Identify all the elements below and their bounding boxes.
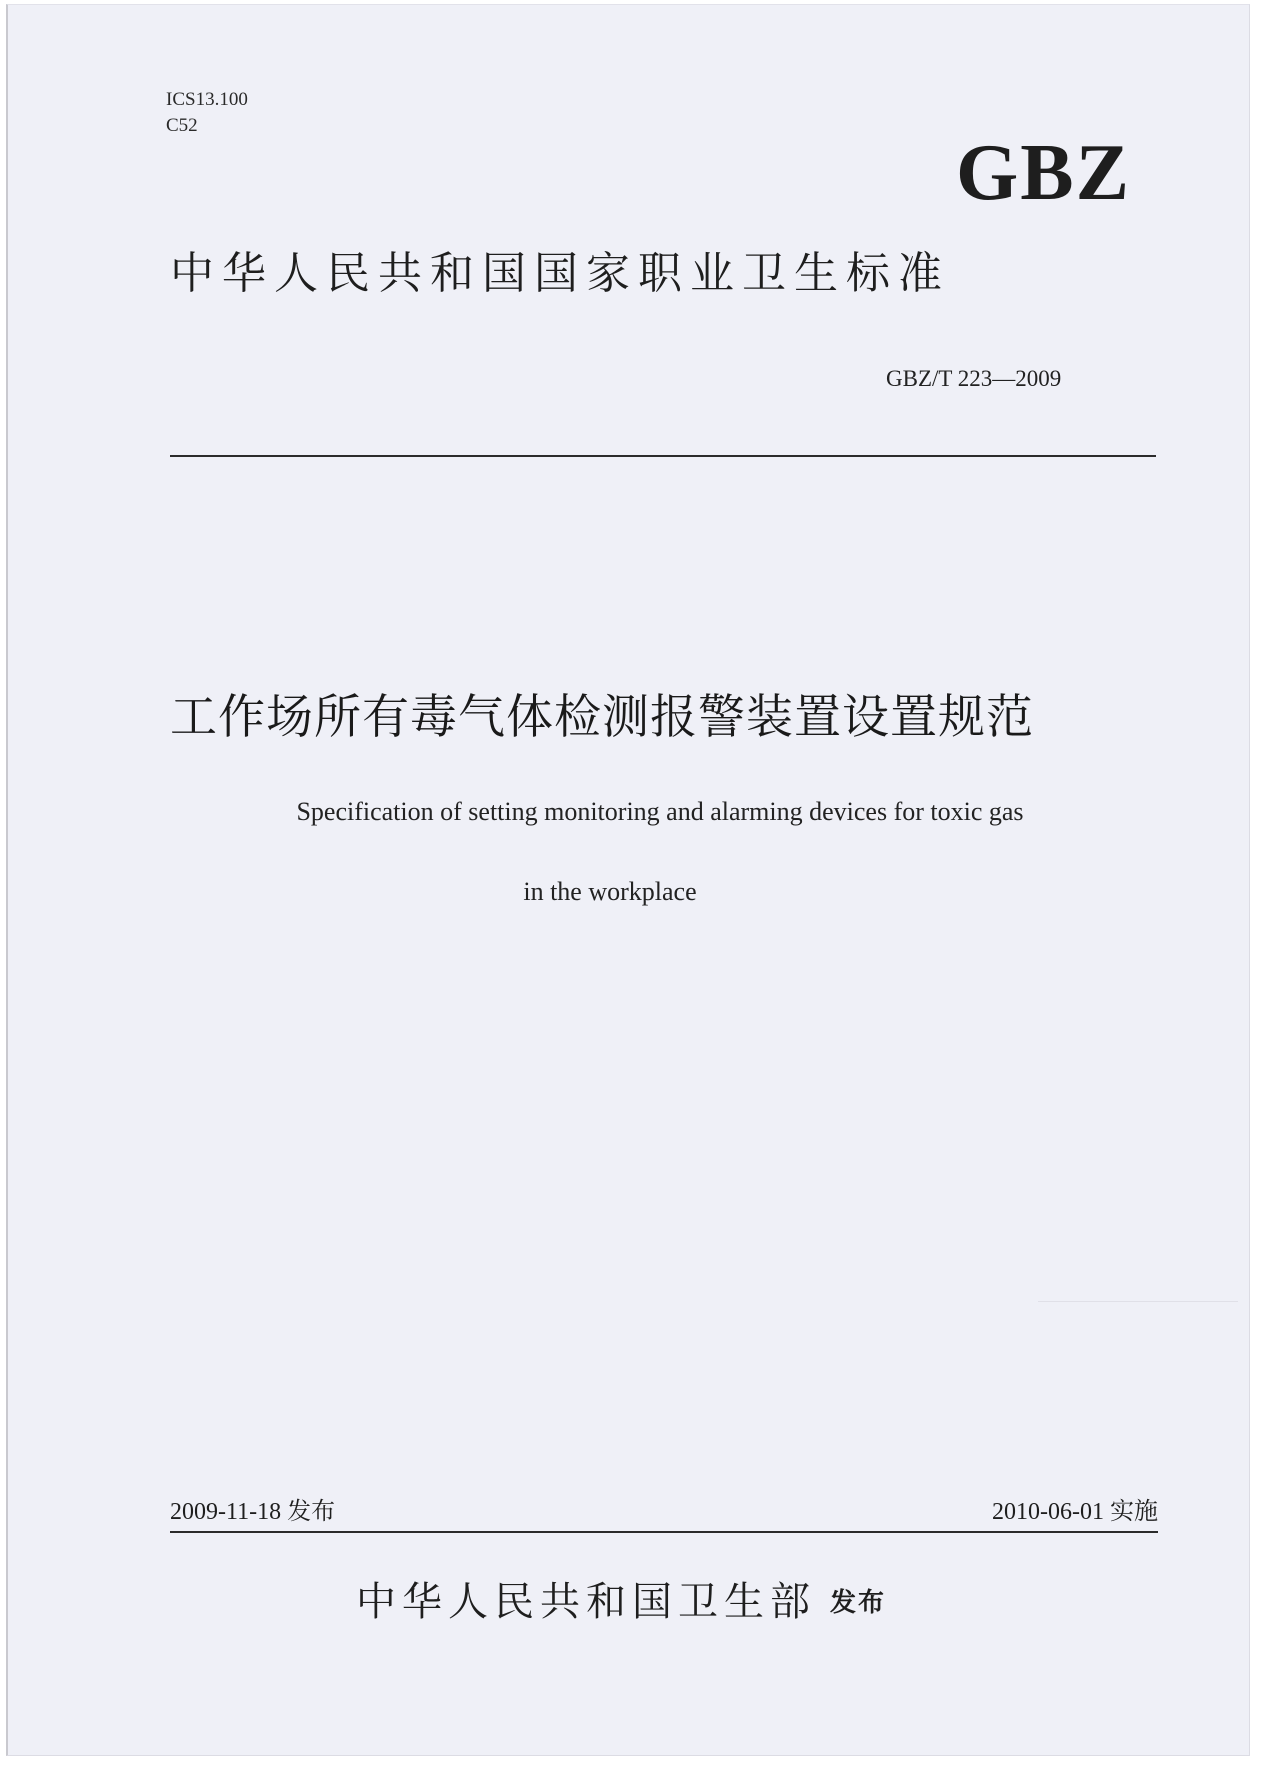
- publisher-suffix: 发布: [830, 1588, 887, 1618]
- scan-artifact-line: [1038, 1301, 1238, 1302]
- footer-divider: [170, 1531, 1158, 1533]
- ics-code: ICS13.100: [166, 89, 248, 110]
- title-chinese: 工作场所有毒气体检测报警装置设置规范: [170, 690, 1034, 745]
- ccs-code: C52: [166, 115, 198, 136]
- effective-date: 2010-06-01 实施: [992, 1499, 1158, 1525]
- publisher: [356, 1577, 886, 1628]
- classification-codes: [166, 87, 248, 139]
- title-english-line1: Specification of setting monitoring and alarming devices for toxic gas: [296, 797, 1024, 826]
- document-cover-page: [6, 4, 1250, 1756]
- title-english-line2: in the workplace: [523, 877, 697, 906]
- publisher-name: 中华人民共和国卫生部: [356, 1579, 816, 1625]
- header-divider: [170, 455, 1156, 457]
- dates-row: [170, 1497, 1158, 1533]
- gbz-logo: GBZ: [956, 129, 1131, 217]
- standard-type-heading: 中华人民共和国国家职业卫生标准: [170, 248, 950, 299]
- standard-number: GBZ/T 223—2009: [886, 366, 1062, 391]
- issue-date: 2009-11-18 发布: [170, 1499, 336, 1525]
